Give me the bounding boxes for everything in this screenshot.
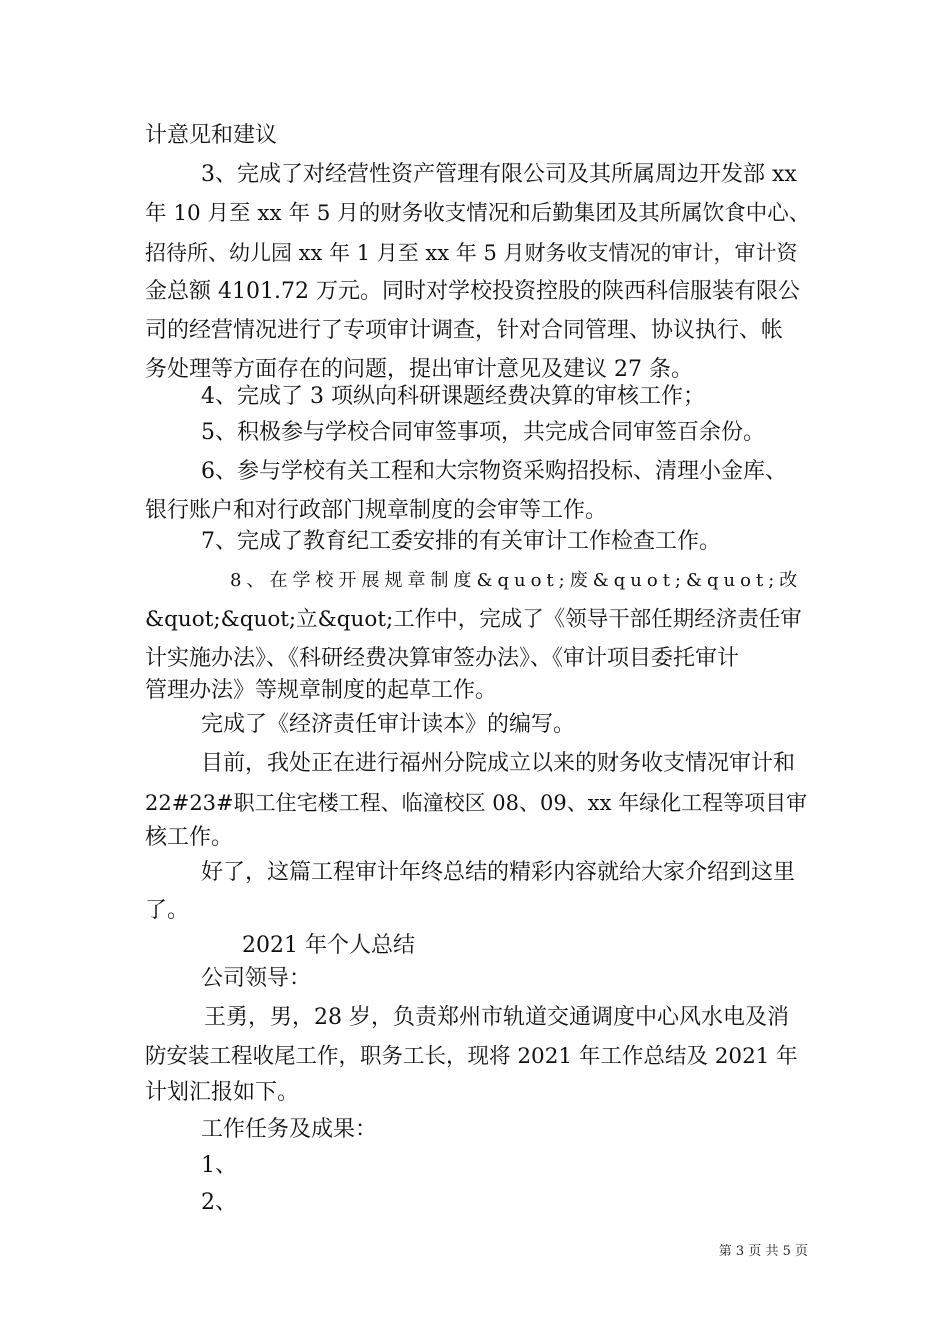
text-line: 6、参与学校有关工程和大宗物资采购招投标、清理小金库、 [201, 459, 787, 484]
text-line: 防安装工程收尾工作，职务工长，现将 2021 年工作总结及 2021 年 [145, 1044, 798, 1069]
text-line: 核工作。 [145, 825, 234, 850]
text-line: 计划汇报如下。 [145, 1080, 300, 1105]
text-line: 工作任务及成果： [201, 1117, 378, 1142]
text-line: 计实施办法》、《科研经费决算审签办法》、《审计项目委托审计 [145, 646, 740, 671]
text-line: 1、 [201, 1153, 237, 1178]
text-line: &quot;&quot;立&quot;工作中，完成了《领导干部任期经济责任审 [145, 607, 802, 632]
text-line: 招待所、幼儿园 xx 年 1 月至 xx 年 5 月财务收支情况的审计，审计资 [145, 241, 798, 265]
text-line: 管理办法》等规章制度的起草工作。 [145, 678, 498, 703]
text-line: 2、 [201, 1190, 237, 1215]
text-line: 金总额 4101.72 万元。同时对学校投资控股的陕西科信服装有限公 [145, 279, 800, 304]
text-line: 了。 [145, 898, 190, 923]
text-line: 公司领导： [201, 966, 312, 991]
text-line: 8、在学校开展规章制度&quot;废&quot;&quot;改 [230, 570, 803, 591]
text-line: 年 10 月至 xx 年 5 月的财务收支情况和后勤集团及其所属饮食中心、 [145, 201, 811, 226]
section-title: 2021 年个人总结 [242, 933, 415, 958]
text-line: 目前，我处正在进行福州分院成立以来的财务收支情况审计和 [201, 751, 796, 776]
text-line: 4、完成了 3 项纵向科研课题经费决算的审核工作； [201, 384, 705, 409]
text-line: 22#23#职工住宅楼工程、临潼校区 08、09、xx 年绿化工程等项目审 [145, 791, 808, 815]
text-line: 3、完成了对经营性资产管理有限公司及其所属周边开发部 xx [201, 162, 797, 187]
text-line: 好了，这篇工程审计年终总结的精彩内容就给大家介绍到这里 [201, 860, 796, 885]
text-line: 银行账户和对行政部门规章制度的会审等工作。 [145, 498, 608, 523]
text-line: 7、完成了教育纪工委安排的有关审计工作检查工作。 [201, 529, 721, 554]
text-line: 司的经营情况进行了专项审计调查，针对合同管理、协议执行、帐 [145, 318, 784, 343]
text-line: 王勇，男，28 岁，负责郑州市轨道交通调度中心风水电及消 [204, 1005, 789, 1030]
text-line: 5、积极参与学校合同审签事项，共完成合同审签百余份。 [201, 420, 765, 445]
text-line: 完成了《经济责任审计读本》的编写。 [201, 712, 576, 737]
text-line: 计意见和建议 [145, 123, 278, 148]
page-number-footer: 第 3 页 共 5 页 [718, 1244, 808, 1259]
text-line: 务处理等方面存在的问题，提出审计意见及建议 27 条。 [145, 357, 693, 382]
